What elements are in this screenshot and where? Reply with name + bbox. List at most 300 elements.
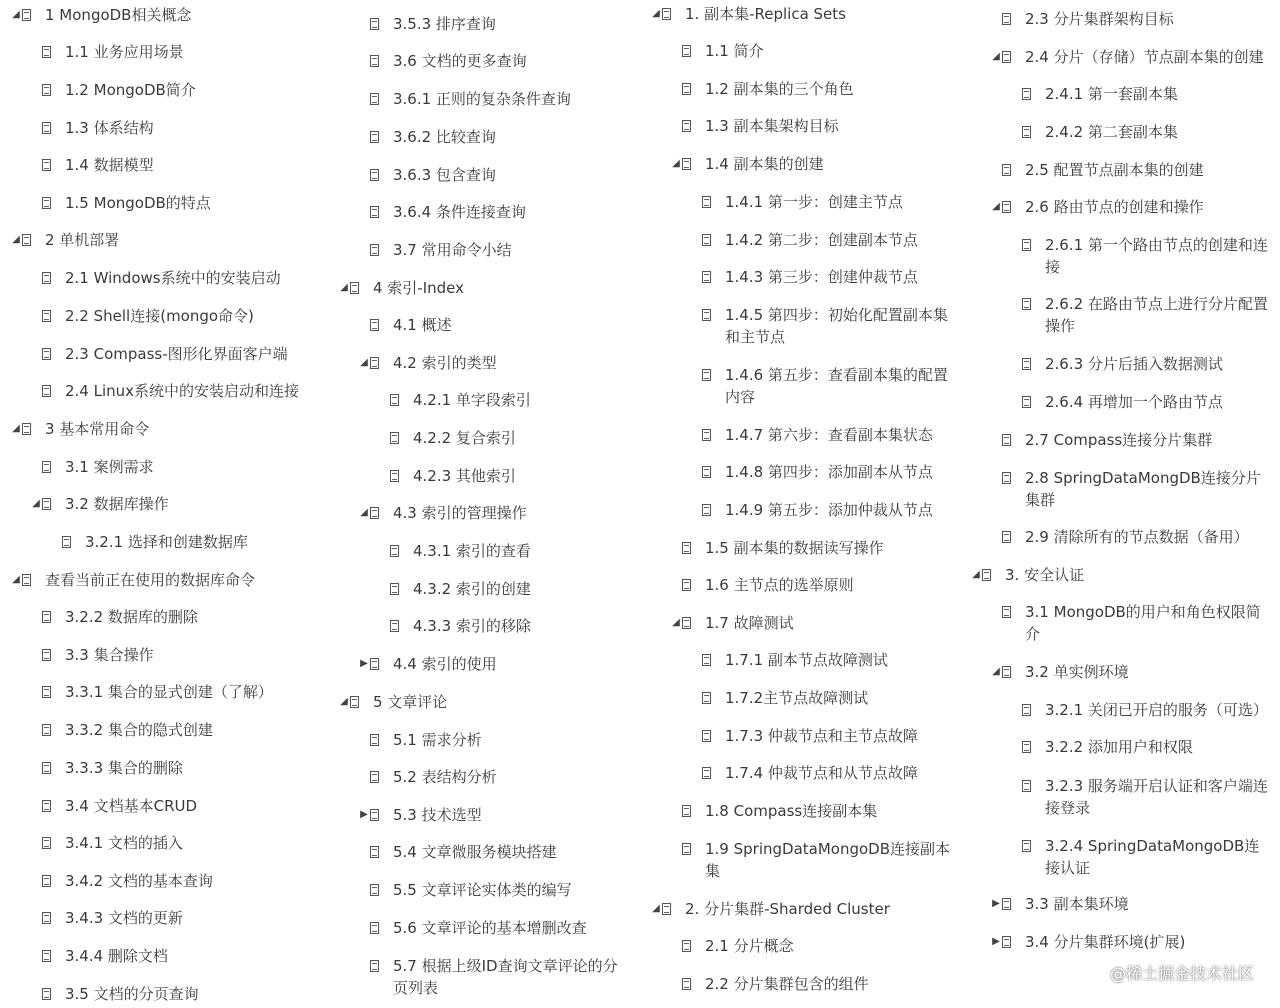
toc-item[interactable] (630, 973, 960, 995)
triangle-down-icon[interactable]: ◢ (672, 617, 680, 628)
toc-item-label: 1.1 业务应用场景 (65, 43, 184, 61)
toc-item-label: 1.4.1 第一步：创建主节点 (725, 193, 903, 211)
toc-item[interactable] (320, 578, 630, 600)
document-icon (1022, 358, 1038, 370)
toc-item[interactable] (960, 159, 1280, 181)
toc-item[interactable] (0, 154, 320, 176)
document-icon (370, 771, 386, 783)
document-icon (390, 394, 406, 406)
toc-item[interactable] (630, 537, 960, 559)
toc-item-label: 1.4 副本集的创建 (705, 155, 824, 173)
document-icon (42, 988, 58, 1000)
triangle-down-icon[interactable]: ◢ (652, 903, 660, 914)
document-icon (1022, 126, 1038, 138)
toc-item-label: 3.5.3 排序查询 (393, 15, 496, 33)
document-icon (42, 649, 58, 661)
document-icon (682, 542, 698, 554)
triangle-right-icon[interactable]: ▶ (360, 809, 368, 820)
toc-item-label: 1.7.4 仲裁节点和从节点故障 (725, 764, 918, 782)
toc-item[interactable] (960, 121, 1280, 143)
document-icon (42, 46, 58, 58)
document-icon (370, 884, 386, 896)
toc-item[interactable] (960, 46, 1280, 68)
document-icon (1002, 472, 1018, 484)
document-icon (22, 9, 38, 21)
document-icon (42, 348, 58, 360)
toc-item[interactable] (630, 424, 960, 446)
toc-item-label: 1 MongoDB相关概念 (45, 6, 192, 24)
toc-item[interactable] (320, 164, 630, 186)
toc-item[interactable] (320, 729, 630, 751)
triangle-right-icon[interactable]: ▶ (360, 658, 368, 669)
document-icon (42, 875, 58, 887)
toc-item[interactable] (320, 804, 630, 826)
toc-item-label: 2.8 SpringDataMongDB连接分片集群 (1025, 469, 1261, 509)
document-icon (22, 234, 38, 246)
toc-item[interactable] (320, 201, 630, 223)
toc-item-label: 1.1 简介 (705, 42, 764, 60)
toc-item-label: 1.6 主节点的选举原则 (705, 576, 854, 594)
document-icon (1002, 606, 1018, 618)
toc-item[interactable] (630, 574, 960, 596)
toc-item[interactable] (0, 418, 320, 440)
toc-item-label: 2 单机部署 (45, 231, 120, 249)
toc-item[interactable] (630, 229, 960, 251)
document-icon (1022, 741, 1038, 753)
toc-item-label: 查看当前正在使用的数据库命令 (45, 571, 256, 589)
document-icon (22, 574, 38, 586)
document-icon (1022, 88, 1038, 100)
toc-item[interactable] (320, 389, 630, 411)
document-icon (702, 692, 718, 704)
toc-item-label: 3.3.3 集合的删除 (65, 759, 183, 777)
document-icon (370, 846, 386, 858)
toc-item[interactable] (960, 775, 1280, 819)
toc-item[interactable] (320, 502, 630, 524)
toc-item-label: 5.4 文章微服务模块搭建 (393, 843, 557, 861)
triangle-down-icon[interactable]: ◢ (12, 574, 20, 585)
toc-item[interactable] (0, 380, 320, 402)
toc-item-label: 4.3.2 索引的创建 (413, 580, 531, 598)
toc-item-label: 5.6 文章评论的基本增删改查 (393, 919, 587, 937)
document-icon (42, 310, 58, 322)
triangle-right-icon[interactable]: ▶ (992, 936, 1000, 947)
triangle-down-icon[interactable]: ◢ (652, 8, 660, 19)
document-icon (42, 159, 58, 171)
toc-item[interactable] (630, 687, 960, 709)
toc-item-label: 2.6.4 再增加一个路由节点 (1045, 393, 1223, 411)
toc-item[interactable] (0, 681, 320, 703)
toc-item-label: 3.5 文档的分页查询 (65, 985, 199, 1003)
toc-item[interactable] (960, 8, 1280, 30)
triangle-down-icon[interactable]: ◢ (340, 696, 348, 707)
toc-item-label: 3.6 文档的更多查询 (393, 52, 527, 70)
toc-item-label: 4.1 概述 (393, 316, 452, 334)
toc-item-label: 3.2.1 关闭已开启的服务（可选） (1045, 701, 1268, 719)
toc-item-label: 4.3 索引的管理操作 (393, 504, 527, 522)
toc-item-label: 3.1 MongoDB的用户和角色权限简介 (1025, 603, 1261, 643)
toc-item[interactable] (960, 601, 1280, 645)
toc-item-label: 1.7.3 仲裁节点和主节点故障 (725, 727, 918, 745)
document-icon (390, 545, 406, 557)
toc-item[interactable] (630, 3, 960, 25)
toc-item-label: 3.2.3 服务端开启认证和客户端连接登录 (1045, 777, 1268, 817)
toc-item[interactable] (0, 493, 320, 515)
document-icon (42, 498, 58, 510)
document-icon (370, 960, 386, 972)
document-icon (1022, 780, 1038, 792)
document-icon (702, 309, 718, 321)
toc-item[interactable] (0, 795, 320, 817)
toc-column-2 (320, 0, 630, 1008)
toc-item-label: 5.7 根据上级ID查询文章评论的分页列表 (393, 957, 618, 997)
toc-item[interactable] (320, 766, 630, 788)
triangle-down-icon[interactable]: ◢ (972, 569, 980, 580)
toc-item-label: 3.2.4 SpringDataMongoDB连接认证 (1045, 837, 1260, 877)
document-icon (1022, 840, 1038, 852)
toc-item-label: 3.4 分片集群环境(扩展) (1025, 933, 1186, 951)
toc-item[interactable] (320, 955, 630, 999)
toc-item[interactable] (630, 499, 960, 521)
document-icon (1002, 898, 1018, 910)
toc-item-label: 5.5 文章评论实体类的编写 (393, 881, 572, 899)
toc-item-label: 3.2 数据库操作 (65, 495, 169, 513)
document-icon (702, 429, 718, 441)
toc-item-label: 2.7 Compass连接分片集群 (1025, 431, 1213, 449)
toc-item-label: 3.2 单实例环境 (1025, 663, 1129, 681)
toc-item-label: 2.5 配置节点副本集的创建 (1025, 161, 1204, 179)
document-icon (370, 169, 386, 181)
document-icon (370, 206, 386, 218)
toc-item[interactable] (960, 234, 1280, 278)
document-icon (390, 583, 406, 595)
document-icon (22, 423, 38, 435)
toc-item[interactable] (320, 88, 630, 110)
document-icon (42, 197, 58, 209)
toc-item[interactable] (320, 13, 630, 35)
toc-item[interactable] (630, 725, 960, 747)
document-icon (682, 158, 698, 170)
document-icon (662, 8, 678, 20)
document-icon (1002, 936, 1018, 948)
toc-item-label: 3.4.4 删除文档 (65, 947, 168, 965)
toc-item[interactable] (320, 314, 630, 336)
toc-item[interactable] (630, 40, 960, 62)
toc-item[interactable] (960, 429, 1280, 451)
document-icon (682, 83, 698, 95)
toc-item[interactable] (0, 267, 320, 289)
toc-item[interactable] (320, 465, 630, 487)
document-icon (1002, 531, 1018, 543)
triangle-down-icon[interactable]: ◢ (12, 9, 20, 20)
triangle-down-icon[interactable]: ◢ (32, 498, 40, 509)
document-icon (370, 658, 386, 670)
toc-column-3 (630, 0, 960, 1008)
document-icon (42, 461, 58, 473)
toc-item[interactable] (0, 117, 320, 139)
toc-item[interactable] (0, 41, 320, 63)
toc-item[interactable] (0, 4, 320, 26)
toc-item-label: 1.5 MongoDB的特点 (65, 194, 211, 212)
toc-item[interactable] (0, 569, 320, 591)
toc-item[interactable] (0, 719, 320, 741)
toc-item[interactable] (960, 699, 1280, 721)
document-icon (682, 843, 698, 855)
triangle-down-icon[interactable]: ◢ (12, 234, 20, 245)
document-icon (1002, 164, 1018, 176)
toc-item-label: 3.7 常用命令小结 (393, 241, 512, 259)
toc-column-1 (0, 0, 320, 1008)
toc-item[interactable] (630, 649, 960, 671)
document-icon (390, 470, 406, 482)
toc-item-label: 1.7.1 副本节点故障测试 (725, 651, 888, 669)
toc-item-label: 5 文章评论 (373, 693, 448, 711)
toc-item[interactable] (630, 115, 960, 137)
toc-item[interactable] (630, 800, 960, 822)
document-icon (1002, 51, 1018, 63)
toc-item-label: 4.2 索引的类型 (393, 354, 497, 372)
toc-item-label: 3.3 集合操作 (65, 646, 154, 664)
document-icon (42, 385, 58, 397)
toc-item-label: 1.2 副本集的三个角色 (705, 80, 854, 98)
toc-item-label: 1.4.3 第三步：创建仲裁节点 (725, 268, 918, 286)
toc-item-label: 3.4.3 文档的更新 (65, 909, 183, 927)
triangle-down-icon[interactable]: ◢ (672, 158, 680, 169)
triangle-down-icon[interactable]: ◢ (340, 282, 348, 293)
document-icon (390, 432, 406, 444)
toc-item[interactable] (0, 456, 320, 478)
toc-item-label: 2.4.2 第二套副本集 (1045, 123, 1178, 141)
toc-item[interactable] (630, 364, 960, 408)
document-icon (702, 271, 718, 283)
toc-item-label: 4.2.2 复合索引 (413, 429, 516, 447)
toc-item[interactable] (960, 564, 1280, 586)
toc-item-label: 1. 副本集-Replica Sets (685, 5, 846, 23)
toc-item[interactable] (960, 661, 1280, 683)
toc-item[interactable] (0, 531, 320, 553)
triangle-down-icon[interactable]: ◢ (12, 423, 20, 434)
toc-item[interactable] (0, 757, 320, 779)
toc-item-label: 2.4 分片（存储）节点副本集的创建 (1025, 48, 1264, 66)
toc-item[interactable] (630, 612, 960, 634)
toc-item[interactable] (630, 191, 960, 213)
toc-item-label: 3.4.2 文档的基本查询 (65, 872, 213, 890)
toc-item[interactable] (630, 935, 960, 957)
document-icon (682, 978, 698, 990)
triangle-down-icon[interactable]: ◢ (360, 507, 368, 518)
toc-item[interactable] (0, 192, 320, 214)
document-icon (682, 617, 698, 629)
toc-item-label: 2.9 清除所有的节点数据（备用） (1025, 528, 1249, 546)
toc-item-label: 1.4.9 第五步：添加仲裁从节点 (725, 501, 933, 519)
toc-item[interactable] (0, 644, 320, 666)
toc-item-label: 3.2.1 选择和创建数据库 (85, 533, 248, 551)
toc-item[interactable] (320, 653, 630, 675)
toc-column-4 (960, 0, 1280, 1008)
toc-item-label: 3.6.3 包含查询 (393, 166, 496, 184)
toc-item[interactable] (320, 352, 630, 374)
document-icon (702, 767, 718, 779)
document-icon (42, 762, 58, 774)
toc-item[interactable] (630, 266, 960, 288)
toc-item-label: 3.2.2 添加用户和权限 (1045, 738, 1193, 756)
toc-item-label: 3.6.1 正则的复杂条件查询 (393, 90, 571, 108)
document-icon (682, 940, 698, 952)
toc-item-label: 1.4.6 第五步：查看副本集的配置内容 (725, 366, 948, 406)
document-icon (682, 579, 698, 591)
toc-item-label: 2. 分片集群-Sharded Cluster (685, 900, 890, 918)
toc-item[interactable] (320, 540, 630, 562)
toc-item[interactable] (0, 606, 320, 628)
document-icon (42, 912, 58, 924)
toc-item-label: 3.1 案例需求 (65, 458, 154, 476)
toc-item-label: 4.2.1 单字段索引 (413, 391, 531, 409)
document-icon (1002, 13, 1018, 25)
toc-item-label: 2.1 分片概念 (705, 937, 794, 955)
toc-item[interactable] (320, 239, 630, 261)
toc-item[interactable] (320, 50, 630, 72)
document-icon (42, 724, 58, 736)
toc-item[interactable] (0, 343, 320, 365)
document-icon (682, 45, 698, 57)
toc-item[interactable] (630, 78, 960, 100)
document-icon (42, 122, 58, 134)
toc-item[interactable] (0, 305, 320, 327)
toc-item-label: 3 基本常用命令 (45, 420, 150, 438)
toc-item[interactable] (320, 615, 630, 637)
toc-item[interactable] (960, 467, 1280, 511)
triangle-down-icon[interactable]: ◢ (992, 666, 1000, 677)
toc-item-label: 2.4.1 第一套副本集 (1045, 85, 1178, 103)
document-icon (370, 131, 386, 143)
toc-item-label: 3.4 文档基本CRUD (65, 797, 198, 815)
document-icon (702, 234, 718, 246)
toc-item[interactable] (320, 917, 630, 939)
toc-item-label: 1.4 数据模型 (65, 156, 154, 174)
document-icon (702, 730, 718, 742)
toc-item-label: 3.2.2 数据库的删除 (65, 608, 198, 626)
toc-item[interactable] (0, 983, 320, 1005)
toc-item-label: 5.1 需求分析 (393, 731, 482, 749)
document-icon (1022, 396, 1038, 408)
toc-item[interactable] (0, 945, 320, 967)
document-icon (682, 805, 698, 817)
toc-item-label: 2.6.2 在路由节点上进行分片配置操作 (1045, 295, 1268, 335)
document-icon (370, 507, 386, 519)
toc-item-label: 3. 安全认证 (1005, 566, 1085, 584)
toc-item-label: 3.6.2 比较查询 (393, 128, 496, 146)
document-icon (350, 696, 366, 708)
toc-item[interactable] (960, 526, 1280, 548)
toc-item[interactable] (960, 736, 1280, 758)
toc-item[interactable] (630, 762, 960, 784)
toc-item-label: 4.3.3 索引的移除 (413, 617, 531, 635)
toc-item-label: 5.3 技术选型 (393, 806, 482, 824)
toc-item[interactable] (960, 196, 1280, 218)
toc-item-label: 4 索引-Index (373, 279, 465, 297)
toc-item-label: 3.6.4 条件连接查询 (393, 203, 526, 221)
toc-item-label: 4.4 索引的使用 (393, 655, 497, 673)
toc-item-label: 1.4.2 第二步：创建副本节点 (725, 231, 918, 249)
toc-item-label: 2.3 分片集群架构目标 (1025, 10, 1174, 28)
document-icon (370, 922, 386, 934)
toc-item-label: 1.8 Compass连接副本集 (705, 802, 878, 820)
document-icon (702, 504, 718, 516)
toc-item[interactable] (320, 126, 630, 148)
toc-item-label: 2.6 路由节点的创建和操作 (1025, 198, 1204, 216)
toc-item-label: 3.4.1 文档的插入 (65, 834, 183, 852)
toc-item[interactable] (0, 832, 320, 854)
document-icon (370, 93, 386, 105)
document-icon (1022, 239, 1038, 251)
toc-item-label: 2.2 分片集群包含的组件 (705, 975, 869, 993)
document-icon (370, 319, 386, 331)
toc-item[interactable] (960, 893, 1280, 915)
toc-item[interactable] (0, 907, 320, 929)
toc-item-label: 3.3.2 集合的隐式创建 (65, 721, 213, 739)
toc-item-label: 2.6.1 第一个路由节点的创建和连接 (1045, 236, 1268, 276)
toc-item[interactable] (960, 931, 1280, 953)
toc-item-label: 4.3.1 索引的查看 (413, 542, 531, 560)
triangle-down-icon[interactable]: ◢ (992, 51, 1000, 62)
document-icon (1022, 704, 1038, 716)
toc-item[interactable] (630, 838, 960, 882)
toc-item-label: 1.4.8 第四步：添加副本从节点 (725, 463, 933, 481)
toc-item[interactable] (630, 304, 960, 348)
toc-item[interactable] (960, 293, 1280, 337)
triangle-down-icon[interactable]: ◢ (992, 201, 1000, 212)
toc-item[interactable] (960, 835, 1280, 879)
toc-item-label: 3.3 副本集环境 (1025, 895, 1129, 913)
document-icon (390, 620, 406, 632)
toc-item[interactable] (320, 277, 630, 299)
document-icon (682, 120, 698, 132)
toc-item-label: 1.3 体系结构 (65, 119, 154, 137)
toc-item-label: 1.9 SpringDataMongoDB连接副本集 (705, 840, 951, 880)
toc-item-label: 1.4.7 第六步：查看副本集状态 (725, 426, 933, 444)
document-icon (370, 244, 386, 256)
toc-item[interactable] (0, 79, 320, 101)
toc-item[interactable] (320, 879, 630, 901)
document-icon (350, 282, 366, 294)
toc-item-label: 2.3 Compass-图形化界面客户端 (65, 345, 288, 363)
toc-item[interactable] (630, 153, 960, 175)
toc-item[interactable] (320, 691, 630, 713)
toc-item-label: 1.3 副本集架构目标 (705, 117, 839, 135)
triangle-right-icon[interactable]: ▶ (992, 898, 1000, 909)
toc-item[interactable] (630, 461, 960, 483)
toc-item-label: 4.2.3 其他索引 (413, 467, 516, 485)
document-icon (42, 800, 58, 812)
toc-item-label: 2.4 Linux系统中的安装启动和连接 (65, 382, 300, 400)
triangle-down-icon[interactable]: ◢ (360, 357, 368, 368)
toc-item[interactable] (320, 427, 630, 449)
document-icon (370, 55, 386, 67)
toc-item[interactable] (0, 229, 320, 251)
toc-item[interactable] (960, 391, 1280, 413)
toc-item[interactable] (960, 353, 1280, 375)
document-icon (42, 950, 58, 962)
toc-item-label: 1.2 MongoDB简介 (65, 81, 196, 99)
toc-item[interactable] (960, 83, 1280, 105)
toc-item[interactable] (630, 898, 960, 920)
document-icon (42, 611, 58, 623)
document-icon (1002, 201, 1018, 213)
toc-item[interactable] (0, 870, 320, 892)
document-icon (42, 686, 58, 698)
toc-item[interactable] (320, 841, 630, 863)
document-icon (370, 18, 386, 30)
